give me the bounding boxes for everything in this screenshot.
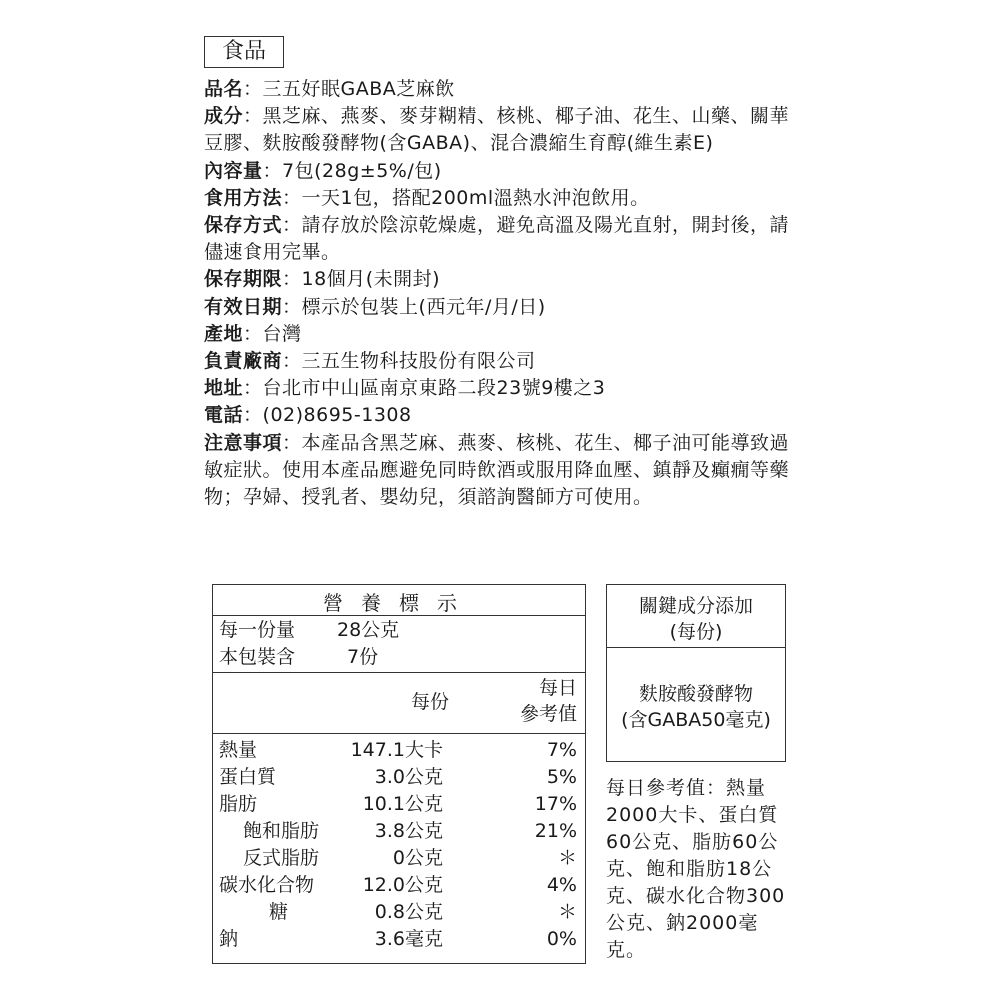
info-sep: ： xyxy=(243,377,263,400)
key-box-item-detail: (含GABA50毫克) xyxy=(621,709,771,731)
info-row-shelf-life xyxy=(204,266,804,293)
info-sep: ： xyxy=(282,295,302,318)
info-sep: ： xyxy=(282,186,302,209)
info-text: 7包(28g±5%/包) xyxy=(282,159,442,182)
pack-label: 本包裝含 xyxy=(219,646,296,668)
nutrient-name: 反式脂肪 xyxy=(243,847,320,869)
info-row-caution xyxy=(204,430,804,512)
divider xyxy=(213,672,585,673)
info-sep: ： xyxy=(262,159,283,182)
serving-label: 每一份量 xyxy=(219,619,296,641)
info-label: 電話 xyxy=(204,404,244,427)
nutrient-name: 脂肪 xyxy=(219,793,258,815)
info-sep: ： xyxy=(282,268,302,291)
divider xyxy=(213,615,585,616)
info-sep: ： xyxy=(243,105,263,128)
info-text: 三五生物科技股份有限公司 xyxy=(301,350,536,373)
info-row-address xyxy=(204,375,804,402)
nutrient-name: 碳水化合物 xyxy=(219,874,315,896)
key-box-subtitle: (每份) xyxy=(669,621,723,643)
info-text: 三五好眠GABA芝麻飲 xyxy=(262,78,455,100)
info-row-phone xyxy=(204,402,804,429)
nutrient-amount: 147.1大卡 xyxy=(350,739,443,761)
nutrition-title: 營養標示 xyxy=(323,591,475,615)
key-ingredient-box xyxy=(606,584,786,762)
col-daily-line1: 每日 xyxy=(538,677,577,699)
nutrient-amount: 3.8公克 xyxy=(374,820,443,842)
info-text: (02)8695-1308 xyxy=(262,404,412,427)
nutrient-amount: 0公克 xyxy=(392,847,443,869)
nutrient-name: 蛋白質 xyxy=(219,766,277,788)
info-sep: ： xyxy=(243,322,263,345)
nutrient-amount: 0.8公克 xyxy=(374,901,443,923)
nutrition-table xyxy=(212,584,586,964)
info-sep: ： xyxy=(282,350,302,373)
info-sep: ： xyxy=(282,214,302,237)
nutrient-daily: 4% xyxy=(546,874,577,896)
info-text: 18個月(未開封) xyxy=(301,268,441,291)
nutrient-name: 熱量 xyxy=(219,739,258,761)
nutrient-amount: 3.0公克 xyxy=(374,766,443,788)
info-text: 請存放於陰涼乾燥處，避免高溫及陽光直射，開封後，請儘速食用完畢。 xyxy=(204,214,790,264)
info-label: 有效日期 xyxy=(204,295,283,318)
col-daily-line2: 參考值 xyxy=(519,703,577,725)
info-text: 一天1包，搭配200ml溫熱水沖泡飲用。 xyxy=(301,186,650,209)
nutrient-name: 糖 xyxy=(269,901,289,923)
info-label: 負責廠商 xyxy=(204,350,283,373)
info-row-name xyxy=(204,76,804,103)
nutrient-daily: 5% xyxy=(546,766,577,788)
info-row-origin xyxy=(204,321,804,348)
nutrient-daily: 7% xyxy=(546,739,577,761)
nutrient-daily: ＊ xyxy=(557,901,577,923)
info-label: 保存方式 xyxy=(204,214,283,237)
info-text: 台灣 xyxy=(262,322,302,345)
info-label: 品名 xyxy=(204,78,244,100)
info-label: 成分 xyxy=(204,105,244,128)
daily-reference-note: 每日參考值：熱量2000大卡、蛋白質60公克、脂肪60公克、飽和脂肪18公克、碳水化合物300公克、鈉2000毫克。 xyxy=(606,777,786,961)
nutrient-amount: 12.0公克 xyxy=(362,874,443,896)
info-label: 內容量 xyxy=(204,159,263,182)
product-info xyxy=(204,76,804,511)
nutrient-daily: 17% xyxy=(534,793,577,815)
info-row-usage xyxy=(204,185,804,212)
info-row-expiry xyxy=(204,294,804,321)
nutrient-amount: 3.6毫克 xyxy=(374,928,443,950)
divider xyxy=(213,733,585,734)
nutrient-amount: 10.1公克 xyxy=(362,793,443,815)
info-label: 保存期限 xyxy=(204,268,283,291)
nutrient-name: 鈉 xyxy=(219,928,239,950)
info-row-ingredients xyxy=(204,103,804,157)
nutrient-daily: 0% xyxy=(546,928,577,950)
divider xyxy=(607,647,785,648)
pack-value: 7份 xyxy=(347,646,379,668)
nutrient-daily: ＊ xyxy=(557,847,577,869)
info-text: 台北市中山區南京東路二段23號9樓之3 xyxy=(262,377,606,400)
col-per-serving: 每份 xyxy=(411,691,450,713)
info-sep: ： xyxy=(243,404,263,427)
info-text: 標示於包裝上(西元年/月/日) xyxy=(301,295,546,318)
info-label: 注意事項 xyxy=(204,431,283,454)
info-sep: ： xyxy=(243,78,263,100)
info-label: 地址 xyxy=(204,377,244,400)
serving-value: 28公克 xyxy=(337,619,400,641)
info-sep: ： xyxy=(282,431,302,454)
key-box-title: 關鍵成分添加 xyxy=(638,595,753,617)
info-label: 產地 xyxy=(204,322,244,345)
nutrient-daily: 21% xyxy=(534,820,577,842)
nutrient-name: 飽和脂肪 xyxy=(243,820,320,842)
info-row-manufacturer xyxy=(204,348,804,375)
info-row-storage xyxy=(204,212,804,266)
info-row-content xyxy=(204,158,804,185)
info-label: 食用方法 xyxy=(204,186,283,209)
category-badge: 食品 xyxy=(204,36,284,68)
key-box-item: 麩胺酸發酵物 xyxy=(638,683,753,705)
info-text: 本產品含黑芝麻、燕麥、核桃、花生、椰子油可能導致過敏症狀。使用本產品應避免同時飲酒或服用降血壓、鎮靜及癲癇等藥物；孕婦、授乳者、嬰幼兒，須諮詢醫師方可使用。 xyxy=(204,431,790,509)
info-text: 黑芝麻、燕麥、麥芽糊精、核桃、椰子油、花生、山藥、關華豆膠、麩胺酸發酵物(含GABA)、混合濃縮生育醇(維生素E) xyxy=(204,105,790,155)
